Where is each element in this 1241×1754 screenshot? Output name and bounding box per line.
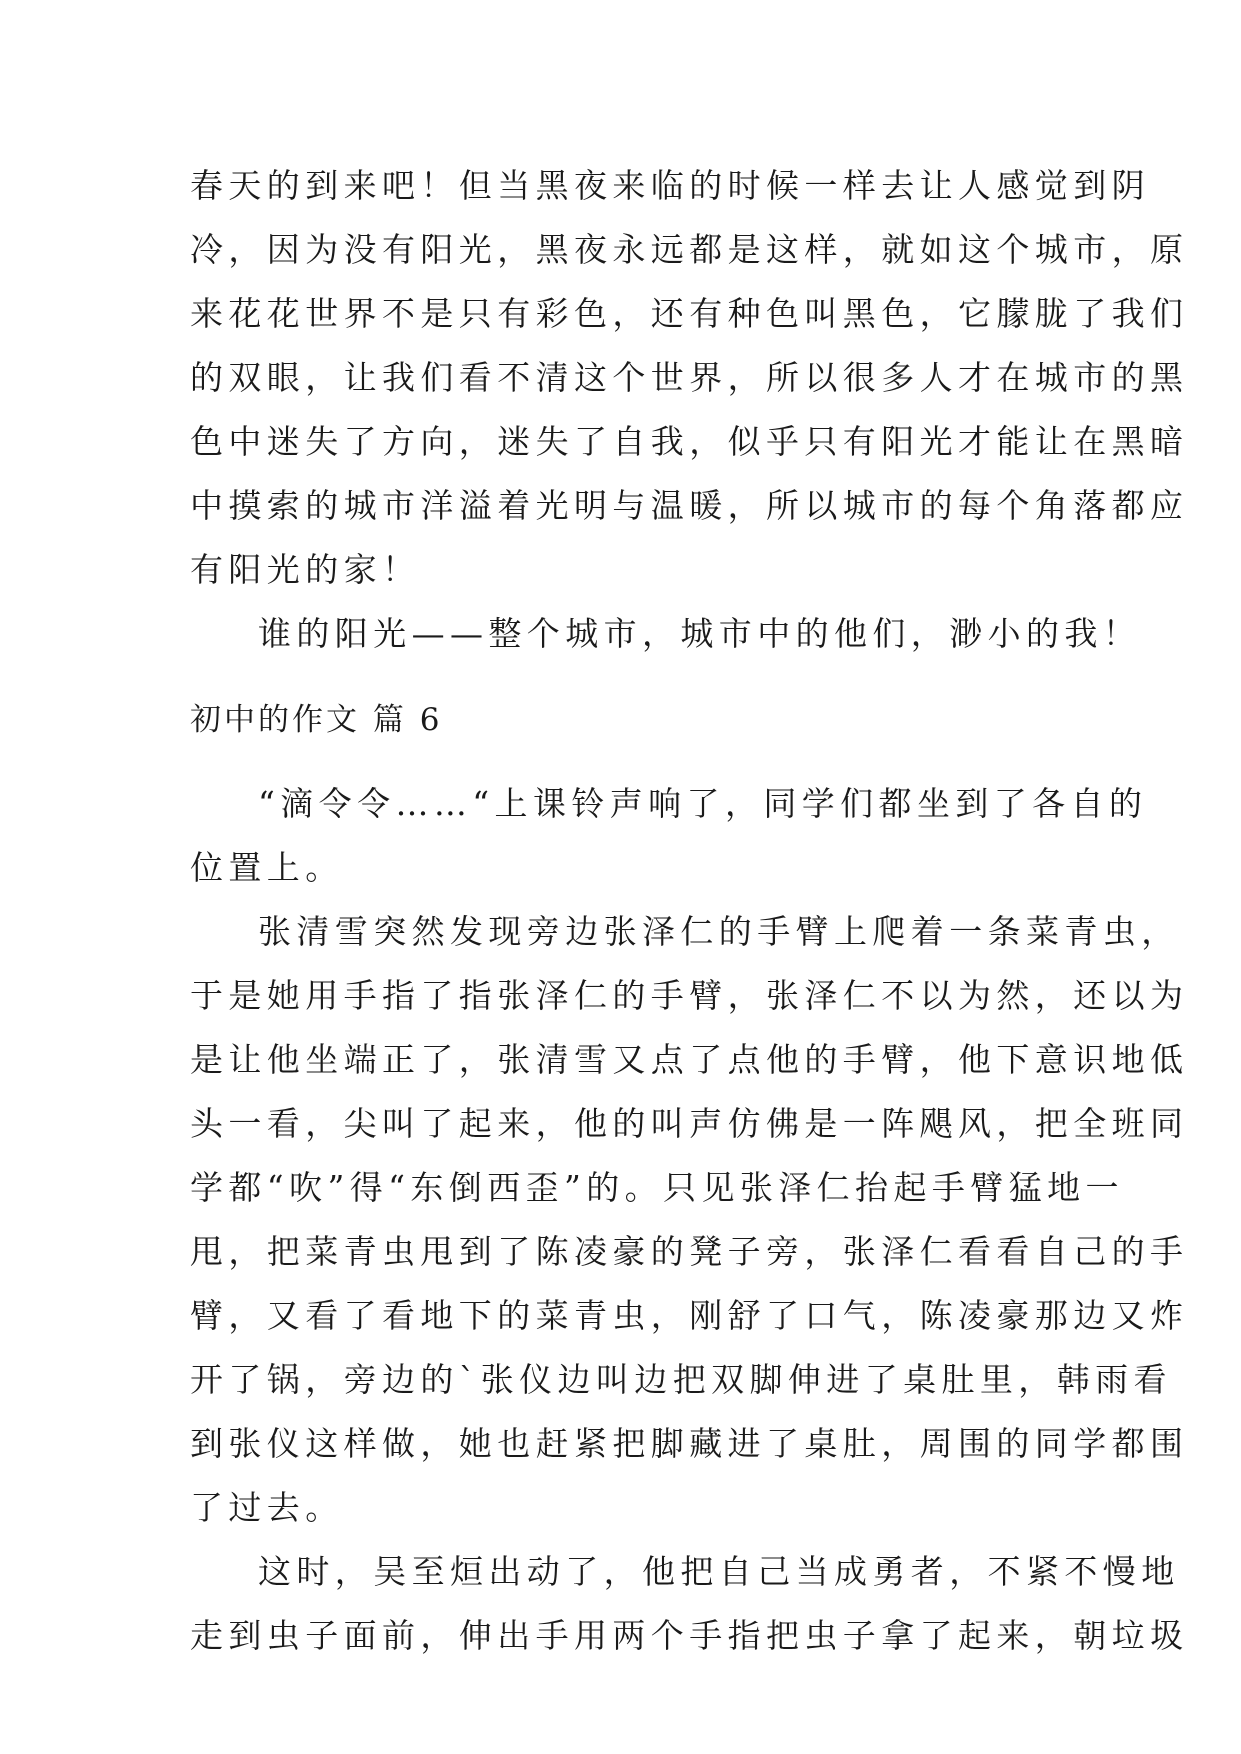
- paragraph-line: 有阳光的家！: [190, 550, 421, 589]
- paragraph-line: 色中迷失了方向，迷失了自我，似乎只有阳光才能让在黑暗: [190, 422, 1189, 461]
- paragraph-line: 来花花世界不是只有彩色，还有种色叫黑色，它朦胧了我们: [190, 294, 1189, 333]
- paragraph-line: 春天的到来吧！但当黑夜来临的时候一样去让人感觉到阴: [190, 166, 1150, 205]
- essay-6-body: [190, 772, 1189, 1668]
- paragraph-line: 走到虫子面前，伸出手用两个手指把虫子拿了起来，朝垃圾: [190, 1616, 1189, 1655]
- paragraph-line: 是让他坐端正了，张清雪又点了点他的手臂，他下意识地低: [190, 1040, 1189, 1079]
- paragraph-line: 张清雪突然发现旁边张泽仁的手臂上爬着一条菜青虫，: [258, 912, 1180, 951]
- paragraph-line: 到张仪这样做，她也赶紧把脚藏进了桌肚，周围的同学都围: [190, 1424, 1189, 1463]
- paragraph-line: 这时，吴至烜出动了，他把自己当成勇者，不紧不慢地: [258, 1552, 1180, 1591]
- section-heading: 初中的作文 篇 6: [190, 702, 443, 738]
- paragraph-line: 冷，因为没有阳光，黑夜永远都是这样，就如这个城市，原: [190, 230, 1189, 269]
- paragraph-line: 学都“吹”得“东倒西歪”的。只见张泽仁抬起手臂猛地一: [190, 1168, 1124, 1207]
- paragraph-line: 了过去。: [190, 1488, 344, 1527]
- essay-6-heading-block: [190, 688, 1050, 752]
- paragraph-line: 中摸索的城市洋溢着光明与温暖，所以城市的每个角落都应: [190, 486, 1189, 525]
- paragraph-line: 的双眼，让我们看不清这个世界，所以很多人才在城市的黑: [190, 358, 1189, 397]
- paragraph-line: 甩，把菜青虫甩到了陈凌豪的凳子旁，张泽仁看看自己的手: [190, 1232, 1189, 1271]
- paragraph-line: 位置上。: [190, 848, 344, 887]
- paragraph-line: 开了锅，旁边的`张仪边叫边把双脚伸进了桌肚里，韩雨看: [190, 1360, 1172, 1399]
- paragraph-line: 头一看，尖叫了起来，他的叫声仿佛是一阵飓风，把全班同: [190, 1104, 1189, 1143]
- paragraph-line: 于是她用手指了指张泽仁的手臂，张泽仁不以为然，还以为: [190, 976, 1189, 1015]
- paragraph-line: 谁的阳光——整个城市，城市中的他们，渺小的我！: [258, 614, 1142, 653]
- paragraph-line: “滴令令……“上课铃声响了，同学们都坐到了各自的: [258, 784, 1148, 823]
- essay-5-ending: [190, 154, 1189, 666]
- paragraph-line: 臂，又看了看地下的菜青虫，刚舒了口气，陈凌豪那边又炸: [190, 1296, 1189, 1335]
